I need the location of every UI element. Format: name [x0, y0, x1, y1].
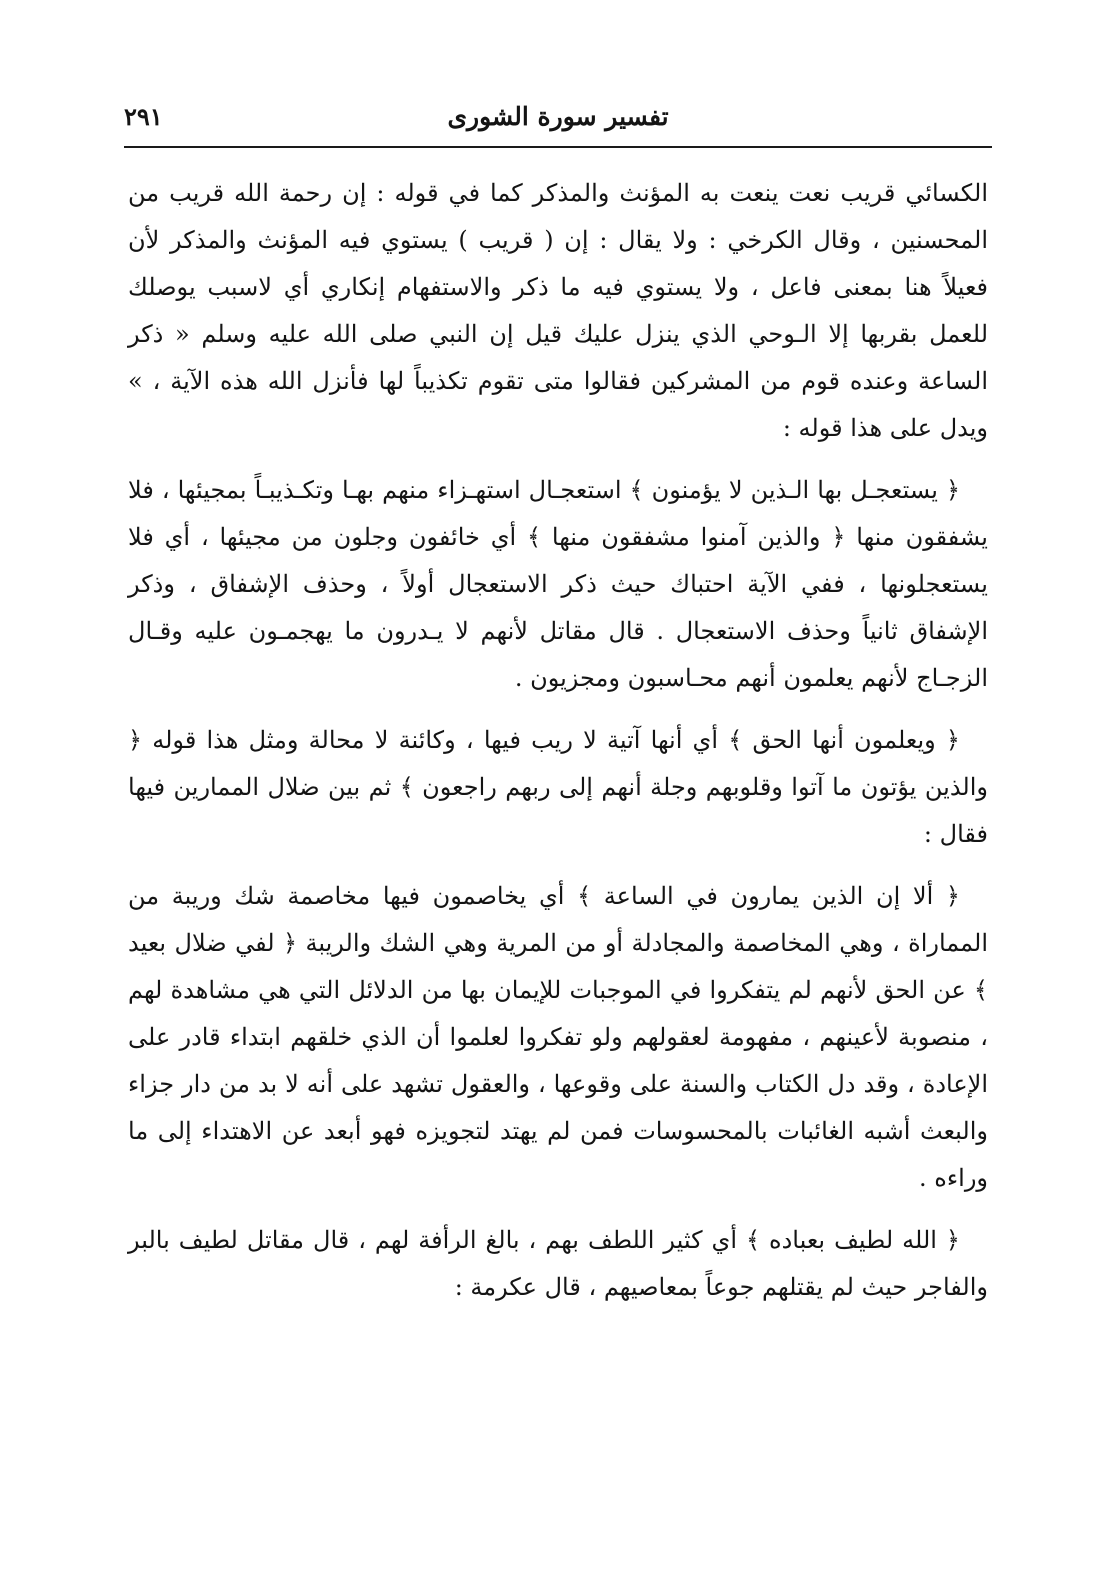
text-line: وريبة من المماراة ، وهي المخاصمة والمجادلة أو من المرية وهي الشك والريبة: [128, 882, 988, 957]
text-line: ﴿ يستعجـل بها الـذين لا يؤمنون ﴾ استعجـال استهـزاء منهم بهـا وتكـذيبـاً: [254, 476, 960, 504]
text-line: الدلائل التي هي مشاهدة لهم ، منصوبة لأعينهم ، مفهومة لعقولهم ولو تفكروا: [128, 976, 988, 1051]
page-header: [124, 92, 992, 144]
text-line: مقاتل لطيف بالبر والفاجر حيث لم يقتلهم جوعاً بمعاصيهم ، قال عكرمة :: [128, 1226, 988, 1301]
running-title: تفسير سورة الشورى: [447, 102, 669, 131]
text-line: وحذف الإشفاق ، وذكر الإشفاق ثانياً وحذف الاستعجال . قال مقاتل لأنهم: [128, 570, 989, 645]
text-line: لعلموا أن الذي خلقهم ابتداء قادر على الإعادة ، وقد دل الكتاب والسنة على: [128, 1023, 988, 1098]
text-line: تكذيباً لها فأنزل الله هذه الآية ، » ويدل على هذا قوله :: [128, 367, 988, 442]
text-line: ومثل هذا قوله ﴿ والذين يؤتون ما آتوا وقلوبهم وجلة أنهم إلى ربهم راجعون ﴾: [128, 726, 988, 801]
text-line: بالمحسوسات فمن لم يهتد لتجويزه فهو أبعد عن الاهتداء إلى ما وراءه .: [128, 1117, 988, 1192]
text-line: ومجزيون .: [514, 664, 620, 692]
text-line: والمذكر لأن فعيلاً هنا بمعنى فاعل ، ولا يستوي فيه ما ذكر والاستفهام إنكاري: [128, 226, 988, 301]
text-line: ﴿ لفي ضلال بعيد ﴾ عن الحق لأنهم لم يتفكروا في الموجبات للإيمان بها من: [128, 929, 988, 1004]
paragraph-5: [128, 1217, 988, 1311]
text-line: وقوعها ، والعقول تشهد على أنه لا بد من دار جزاء والبعث أشبه الغائبات: [128, 1070, 988, 1145]
paragraph-1: [128, 170, 988, 452]
text-line: ﴿ ويعلمون أنها الحق ﴾ أي أنها آتية لا ريب فيها ، وكائنة لا محالة: [308, 726, 960, 754]
text-line: مجيئها ، أي فلا يستعجلونها ، ففي الآية احتباك حيث ذكر الاستعجال أولاً ،: [128, 523, 988, 598]
page-number: ٢٩١: [124, 102, 163, 131]
text-line: صلى الله عليه وسلم « ذكر الساعة وعنده قوم من المشركين فقالوا متى تقوم: [128, 320, 989, 395]
header-divider: [124, 146, 992, 148]
text-line: أي لاسبب يوصلك للعمل بقربها إلا الـوحي الذي ينزل عليك قيل إن النبي: [128, 273, 989, 348]
paragraph-4: [128, 873, 988, 1202]
text-line: الكسائي قريب نعت ينعت به المؤنث والمذكر كما في قوله : إن رحمة الله قريب: [169, 179, 988, 207]
text-line: ﴿ الله لطيف بعباده ﴾ أي كثير اللطف بهم ، بالغ الرأفة لهم ، قال: [313, 1226, 960, 1254]
text-line: ثم بين ضلال الممارين فيها فقال :: [128, 773, 988, 848]
text-line: بمجيئها ، فلا يشفقون منها ﴿ والذين آمنوا مشفقون منها ﴾ أي خائفون وجلون من: [128, 476, 988, 551]
paragraph-3: [128, 717, 988, 858]
text-line: لا يـدرون ما يهجمـون عليه وقـال الزجـاج لأنهم يعلمون أنهم محـاسبون: [128, 617, 988, 692]
text-line: ﴿ ألا إن الذين يمارون في الساعة ﴾ أي يخاصمون فيها مخاصمة شك: [234, 882, 960, 910]
body-text: [128, 170, 988, 1326]
text-line: من المحسنين ، وقال الكرخي : ولا يقال : إن ( قريب ) يستوي فيه المؤنث: [128, 179, 988, 254]
paragraph-2: [128, 467, 988, 702]
